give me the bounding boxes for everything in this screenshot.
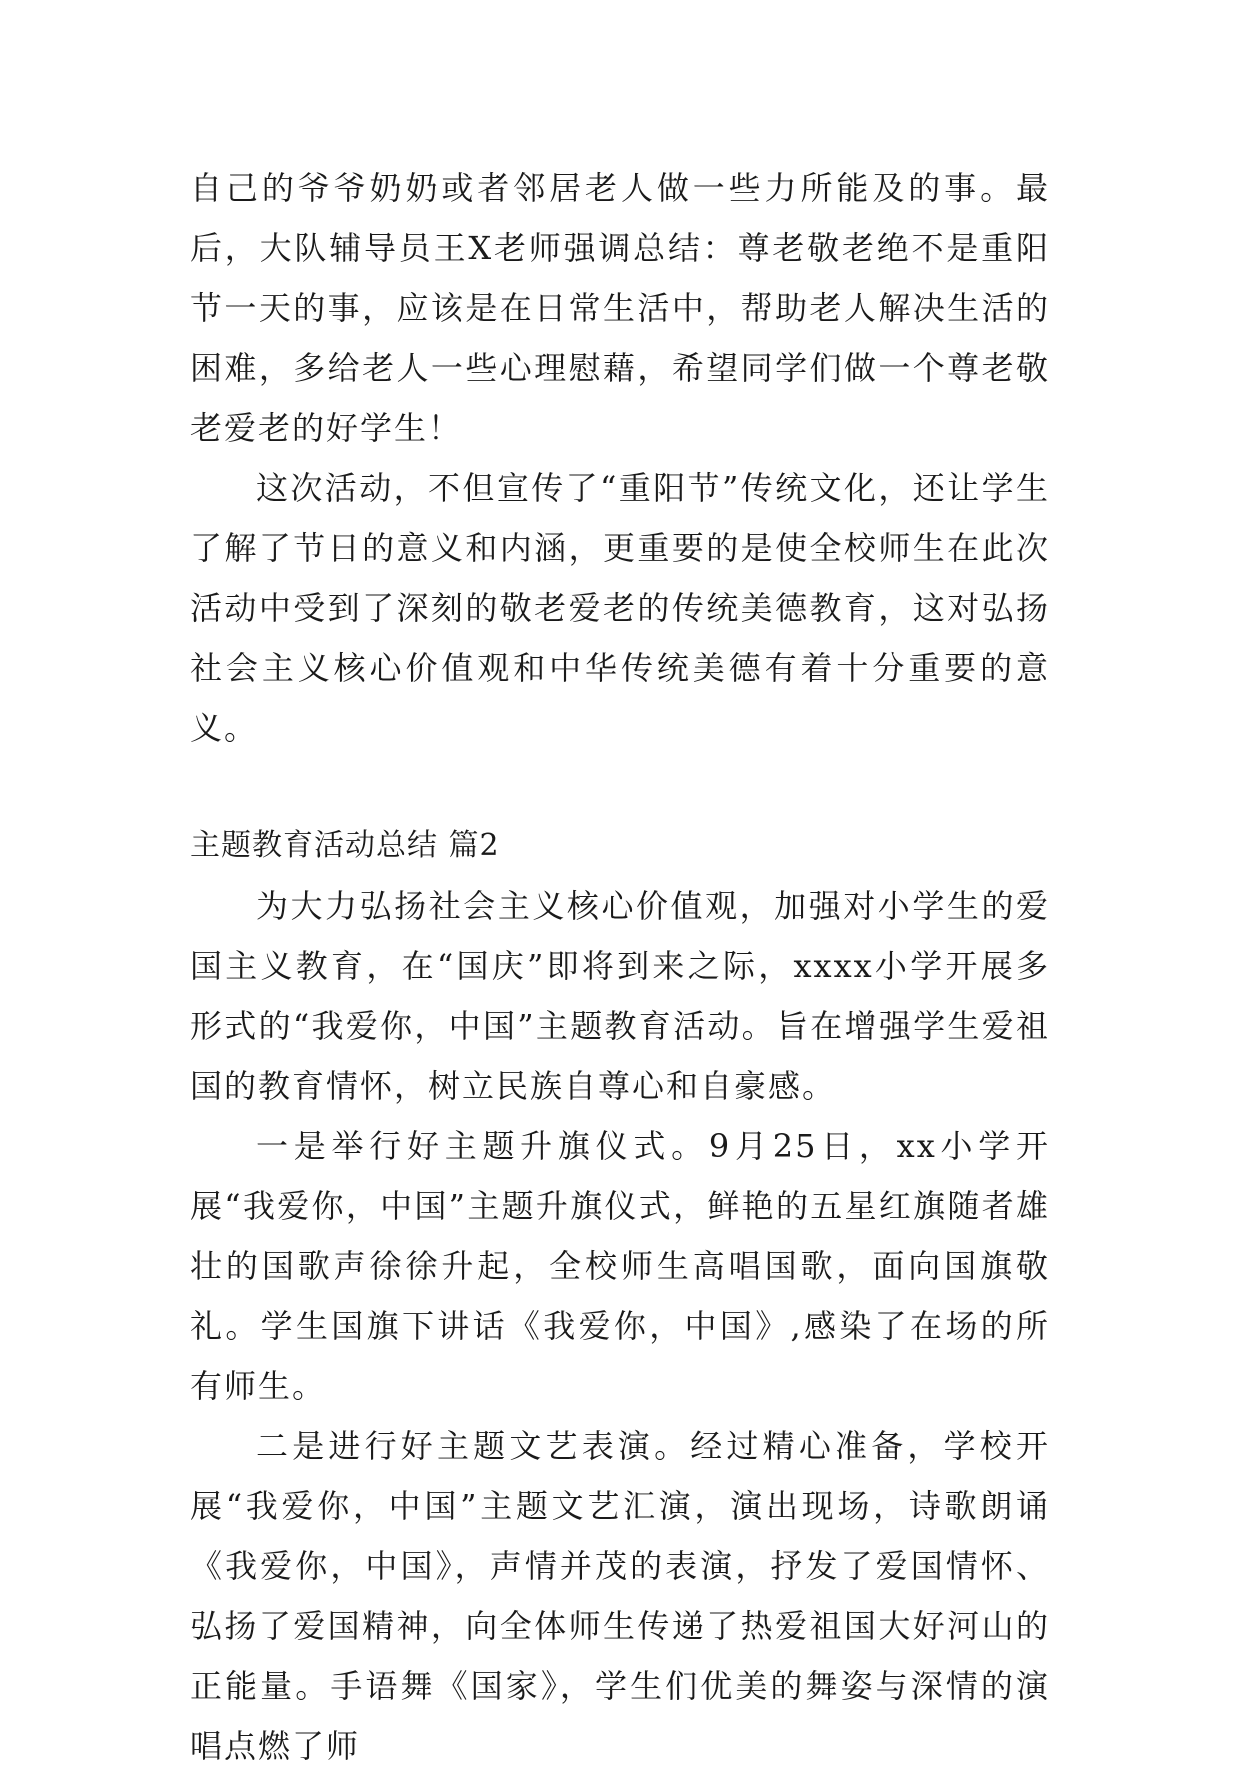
section-title: 主题教育活动总结 篇2 bbox=[190, 828, 500, 863]
paragraph-intro: 为大力弘扬社会主义核心价值观，加强对小学生的爱国主义教育，在“国庆”即将到来之际，xxxx小学开展多形式的“我爱你，中国”主题教育活动。旨在增强学生爱祖国的教育情怀，树立民族自尊心和自豪感。 bbox=[190, 887, 1050, 1105]
document-body bbox=[190, 158, 1050, 1776]
paragraph-activity-summary: 这次活动，不但宣传了“重阳节”传统文化，还让学生了解了节日的意义和内涵，更重要的是使全校师生在此次活动中受到了深刻的敬老爱老的传统美德教育，这对弘扬社会主义核心价值观和中华传统美德有着十分重要的意义。 bbox=[190, 469, 1050, 747]
paragraph-continued: 自己的爷爷奶奶或者邻居老人做一些力所能及的事。最后，大队辅导员王X老师强调总结：尊老敬老绝不是重阳节一天的事，应该是在日常生活中，帮助老人解决生活的困难，多给老人一些心理慰藉，希望同学们做一个尊老敬老爱老的好学生！ bbox=[190, 169, 1050, 447]
paragraph-flag-ceremony: 一是举行好主题升旗仪式。9月25日，xx小学开展“我爱你，中国”主题升旗仪式，鲜艳的五星红旗随者雄壮的国歌声徐徐升起，全校师生高唱国歌，面向国旗敬礼。学生国旗下讲话《我爱你，中国》,感染了在场的所有师生。 bbox=[190, 1127, 1050, 1405]
paragraph-performance: 二是进行好主题文艺表演。经过精心准备，学校开展“我爱你，中国”主题文艺汇演，演出现场，诗歌朗诵《我爱你，中国》，声情并茂的表演，抒发了爱国情怀、弘扬了爱国精神，向全体师生传递了热爱祖国大好河山的正能量。手语舞《国家》，学生们优美的舞姿与深情的演唱点燃了师 bbox=[190, 1427, 1050, 1765]
